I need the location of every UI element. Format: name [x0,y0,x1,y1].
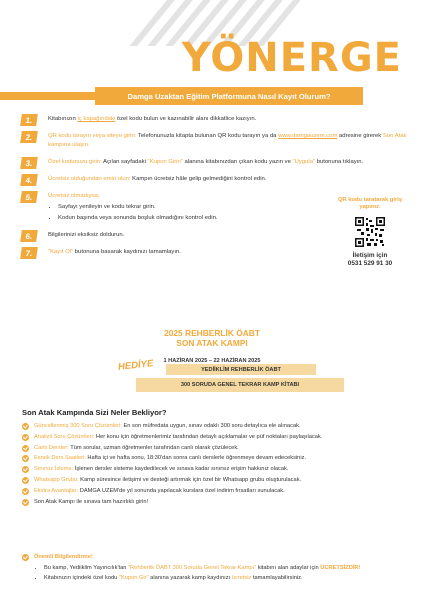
note-text: alanına yazarak kamp kaydınızı [148,575,232,581]
step-number: 5. [20,191,38,203]
list-item [22,453,408,464]
list-item: • Kodun başında veya sonunda boşluk olmadığını kontrol edin. [58,214,408,223]
step-text: Açılan sayfadaki [101,159,148,165]
note-text: tamamlayabilirsiniz. [251,575,303,581]
feature-key: Ekstra Avantajlar: [34,487,79,494]
check-icon [22,466,29,473]
feature-key: Whatsapp Grubu: [34,476,79,483]
list-item [22,497,408,508]
note-highlight: ücretsiz [231,575,252,581]
check-icon [22,488,29,495]
step-text: butonuna basarak kaydınızı tamamlayın. [73,249,181,255]
list-item [22,421,408,432]
feature-value: İşlenen dersler sisteme kaydedilecek ve sınava kadar sınırsız erişim hakkınız olacak. [73,466,289,473]
list-item [22,443,408,454]
info-icon [22,554,29,561]
step-text: Telefonunuzla kitapta bulunan QR kodu tarayın ya da [136,133,279,139]
check-icon [22,499,29,506]
step-number: 7. [20,247,38,259]
check-icon [22,445,29,452]
features-title: Son Atak Kampında Sizi Neler Bekliyor? [22,408,167,417]
feature-key: Analizli Soru Çözümleri: [34,433,95,440]
step-number: 4. [20,174,38,186]
list-item [22,464,408,475]
step-text: Kitabınızın [48,116,78,122]
list-item [44,573,408,584]
gift-line2: 300 SORUDA GENEL TEKRAR KAMP KİTABI [136,378,344,392]
note-highlight: ÜCRETSİZDİR! [320,564,361,571]
step-highlight: "Kayıt Ol" [48,249,74,255]
list-item: • Sayfayı yenileyin ve kodu tekrar girin. [58,203,408,212]
feature-key: Canlı Dersler: [34,444,69,451]
list-item [22,432,408,443]
feature-value: Tüm sorular, uzman öğretmenler tarafından canlı olarak çözülecek. [68,444,239,451]
list-item [22,475,408,486]
feature-value: Hafta içi ve hafta sonu, 18:30'dan sonra canlı derslerle öğrenmeye devam edeceksiniz. [85,455,307,462]
check-icon [22,455,29,462]
step-1 [25,115,408,125]
note-text: Kitabınızın içindeki özel kodu [44,575,119,581]
gift-line1: YEDİİKLİM REHBERLİK ÖABT [166,364,316,375]
list-item [44,563,408,574]
step-text: özel kodu bulun ve kazınabilir alanı dikkatlice kazıyın. [115,116,257,122]
note-text: kitabını alan adaylar için [256,564,321,571]
check-icon [22,423,29,430]
step-number: 3. [20,157,38,169]
note-text: Bu kamp, Yediiklim Yayıncılık'tan [44,564,129,571]
feature-key: Sınırsız İzleme: [34,466,74,473]
step-highlight: Özel kodunuzu girin: [48,159,102,165]
check-icon [22,434,29,441]
step-highlight: Ücretsiz olduğundan emin olun: [48,176,131,182]
step-number: 1. [20,114,38,126]
camp-header [0,328,424,364]
step-highlight: "Kupon Girin" [147,159,183,165]
step-highlight: "Uygula" [292,159,316,165]
feature-key: Esnek Ders Saatleri: [34,455,86,462]
step-2 [25,132,408,150]
step-text: Bilgilerinizi eksiksiz doldurun. [48,232,125,238]
camp-title-line1: 2025 REHBERLİK ÖABT [164,328,260,338]
check-icon [22,477,29,484]
feature-value: DAMGA UZEM'de yıl sonunda yapılacak kurslara özel indirim fırsatları sunulacak. [78,487,285,494]
step-highlight: Son Atak kampına ulaşın. [48,133,407,148]
gift-tag: HEDİYE [117,358,154,373]
step-text: alanına kitabınızdan çıkan kodu yazın ve [182,159,293,165]
feature-value: En son müfredata uygun, sınav odaklı 300 soru detaylıca ele alınacak. [121,423,301,429]
camp-title-line2: SON ATAK KAMPI [176,338,248,348]
qr-code-icon[interactable] [355,217,385,247]
step-text: Kampın ücretsiz hâle gelip gelmediğini kontrol edin. [130,176,267,182]
step-text: adresine girerek [337,133,383,139]
feature-value: Son Atak Kampı ile sınava tam hazırlıklı girin! [34,498,149,505]
step-text: butonuna tıklayın. [315,159,364,165]
note-title-row [22,552,408,563]
banner-bar [0,92,95,100]
features-list [22,421,408,507]
camp-dates: 1 HAZİRAN 2025 – 22 HAZİRAN 2025 [163,358,261,364]
step-highlight: Ücretsiz olmadıysa; [48,193,100,199]
contact-label: İletişim için [352,252,388,259]
feature-value: Kamp süresince iletişimi ve desteği artırmak için özel bir Whatsapp grubu oluşturulacak. [78,476,302,483]
page-title: YÖNERGE [181,35,402,81]
feature-value: Her konu için öğretmenlerimiz tarafından detaylı açıklamalar ve püf noktaları paylaşılacak. [94,433,323,440]
list-item [22,486,408,497]
contact-phone[interactable]: 0531 529 91 30 [347,260,393,267]
step-highlight: QR kodu tarayın veya siteye girin: [48,133,137,139]
website-link[interactable]: www.damgauzem.com [278,133,338,139]
step-4 [25,175,408,185]
feature-key: Güncellenmiş 300 Soru Çözümleri: [34,423,122,429]
note-list [22,563,408,584]
qr-title: QR kodu taratarak giriş yapınız. [337,197,403,210]
note-title: Önemli Bilgilendirme! [34,554,93,560]
note-highlight: "Rehberlik ÖABT 300 Soruda Genel Tekrar Kampı" [128,564,257,571]
qr-section [330,197,410,268]
step-number: 6. [20,230,38,242]
step-number: 2. [20,131,38,143]
step-highlight: iç kapağındaki [77,116,116,122]
important-note [22,552,408,584]
note-highlight: "Kupon Gir" [118,575,149,581]
step-3 [25,158,408,168]
banner-heading: Damga Uzaktan Eğitim Platformuna Nasıl Kayıt Olurum? [95,87,363,105]
